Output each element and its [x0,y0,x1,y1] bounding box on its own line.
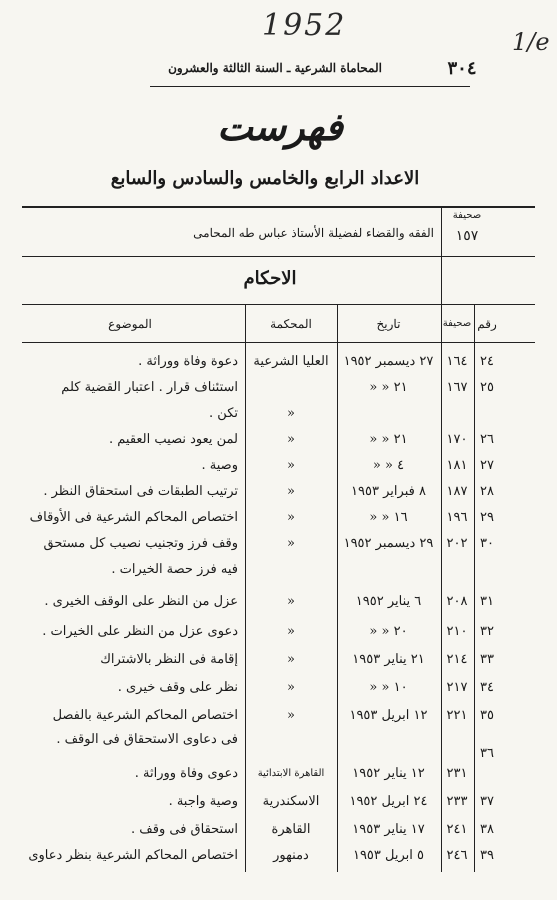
row-court: « [287,484,295,499]
row-page: ١٦٤ [446,354,468,369]
table-row [0,428,557,452]
row-page: ١٦٧ [446,380,468,395]
row-court [246,376,336,400]
header-rule [150,86,470,87]
row-date: ١٧ يناير ١٩٥٣ [352,822,425,837]
row-subject: وصية واجبة . [168,794,238,809]
row-page: ٢٣١ [446,766,468,781]
row-page: ٢٢١ [446,708,468,723]
table-row [0,676,557,700]
row-num: ٢٥ [480,380,494,395]
row-court: « [287,406,295,421]
table-row [0,350,557,374]
row-subject: نظر على وقف خيرى . [117,680,238,695]
index-title: فهرست [217,104,343,149]
row-subject: إقامة فى النظر بالاشتراك [100,652,238,667]
table-row [0,648,557,672]
row-page: ١٨٧ [446,484,468,499]
col-header-subject: الموضوع [108,317,152,331]
row-subject: دعوة وفاة ووراثة . [138,354,238,369]
article-page: ١٥٧ [455,228,479,244]
row-num: ٣٢ [480,624,494,639]
journal-title: المحاماة الشرعية ـ السنة الثالثة والعشرون [168,61,382,75]
row-date: ٢١ « « [369,432,408,447]
page-number: ٣٠٤ [447,58,477,79]
table-row [0,844,557,868]
handwritten-year: 1952 [262,8,347,43]
row-date: ٢٩ ديسمبر ١٩٥٢ [343,536,434,551]
row-page: ٢٠٢ [446,536,468,551]
row-date: ٢٠ « « [369,624,408,639]
table-row [0,620,557,644]
row-num [474,762,500,786]
table-row [0,506,557,530]
row-page: ٢١٧ [446,680,468,695]
table-row [0,590,557,614]
row-page: ٢١٠ [446,624,468,639]
row-date: ٢١ يناير ١٩٥٣ [352,652,425,667]
row-subject: اختصاص المحاكم الشرعية بنظر دعاوى [28,848,238,863]
article-page-label: صحيفة [452,210,482,221]
row-subject: اختصاص المحاكم الشرعية فى الأوقاف [29,510,238,525]
row-num: ٣٩ [480,848,494,863]
row-date: ١٠ « « [369,680,408,695]
row-page: ٢٣٣ [446,794,468,809]
row-page: ١٧٠ [446,432,468,447]
handwritten-corner-mark: 1/e [512,28,550,56]
row-court: القاهرة الابتدائية [257,768,325,779]
row-page [441,402,473,426]
table-row [0,790,557,814]
row-num: ٣٣ [480,652,494,667]
row-date: ١٢ ابريل ١٩٥٣ [349,708,428,723]
row-page: ٢١٤ [446,652,468,667]
row-num [474,402,500,426]
row-num: ٢٤ [480,354,494,369]
row-subject: تكن . [209,406,238,421]
row-date: ٢٧ ديسمبر ١٩٥٢ [343,354,434,369]
row-subject: دعوى عزل من النظر على الخيرات . [42,624,238,639]
row-subject: اختصاص المحاكم الشرعية بالفصل [52,708,238,723]
row-date: ٢١ « « [369,380,408,395]
row-date: ٨ فبراير ١٩٥٣ [351,484,426,499]
row-court: « [287,708,295,723]
row-num: ٣٠ [480,536,494,551]
col-header-court: المحكمة [270,317,312,331]
row-date: ١٢ يناير ١٩٥٢ [352,766,425,781]
row-subject: وقف فرز وتجنيب نصيب كل مستحق [43,536,238,551]
row-date: ٤ « « [372,458,405,473]
row-court: « [287,458,295,473]
article-title: الفقه والقضاء لفضيلة الأستاذ عباس طه المحامى [193,226,434,240]
row-num: ٣١ [480,594,494,609]
row-date: ١٦ « « [369,510,408,525]
col-header-page: صحيفة [442,318,472,329]
row-court: القاهرة [271,822,311,837]
row-subject: فيه فرز حصة الخيرات . [111,562,238,577]
row-date [337,402,440,426]
row-subject: ترتيب الطبقات فى استحقاق النظر . [43,484,238,499]
columns-top-rule [22,304,535,305]
row-date [337,558,440,582]
table-row [0,762,557,786]
row-court: « [287,624,295,639]
issue-title: الاعداد الرابع والخامس والسادس والسابع [110,168,420,189]
row-court: الاسكندرية [262,794,320,809]
row-subject: وصية . [201,458,238,473]
row-date: ٥ ابريل ١٩٥٣ [352,848,425,863]
table-row [0,402,557,426]
table-row [0,480,557,504]
row-page [441,558,473,582]
table-row [0,558,557,582]
columns-bottom-rule [22,342,535,343]
row-court: « [287,432,295,447]
row-court: « [287,652,295,667]
row-num: ٣٦ [480,746,494,761]
table-row [0,454,557,478]
row-subject: دعوى وفاة ووراثة . [134,766,238,781]
row-num: ٣٨ [480,822,494,837]
row-date: ٦ يناير ١٩٥٢ [355,594,422,609]
row-num: ٢٨ [480,484,494,499]
section-rule [22,256,535,257]
row-page: ١٨١ [446,458,468,473]
row-page: ١٩٦ [446,510,468,525]
table-top-rule [22,206,535,208]
table-row [0,818,557,842]
row-court: « [287,536,295,551]
row-court: « [287,680,295,695]
section-title: الاحكام [243,268,297,289]
row-court: « [287,594,295,609]
row-subject: استئناف قرار . اعتبار القضية كلم [61,380,238,395]
row-page: ٢٤١ [446,822,468,837]
row-subject: استحقاق فى وقف . [131,822,238,837]
row-subject: لمن يعود نصيب العقيم . [108,432,238,447]
row-num: ٣٧ [480,794,494,809]
row-num: ٢٦ [480,432,494,447]
row-court: « [287,510,295,525]
row-court: العليا الشرعية [253,354,329,369]
row-page: ٢٠٨ [446,594,468,609]
row-page: ٢٤٦ [446,848,468,863]
row-court [246,558,336,582]
row-date: ٢٤ ابريل ١٩٥٢ [349,794,428,809]
page-header [0,58,557,84]
col-header-date: تاريخ [376,317,401,331]
row-subject: فى دعاوى الاستحقاق فى الوقف . [56,732,238,747]
row-num: ٢٧ [480,458,494,473]
row-subject: عزل من النظر على الوقف الخيرى . [44,594,238,609]
table-row [0,532,557,556]
row-num: ٣٥ [480,708,494,723]
row-num: ٢٩ [480,510,494,525]
article-divider [441,206,442,256]
row-num [474,558,500,582]
section-divider [441,256,442,304]
table-row [0,376,557,400]
col-header-num: رقم [477,317,497,331]
row-num: ٣٤ [480,680,494,695]
row-court: دمنهور [273,848,309,863]
table-row [0,704,557,728]
